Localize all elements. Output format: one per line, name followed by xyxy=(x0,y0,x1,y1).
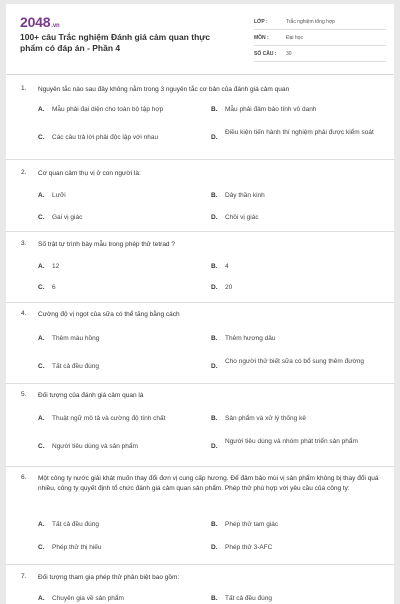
option-letter: B. xyxy=(211,595,218,602)
document-header xyxy=(6,4,394,70)
option-text: Mẫu phải đảm bảo tính vô danh xyxy=(225,106,317,113)
meta-row-count xyxy=(254,46,386,62)
option-letter: D. xyxy=(211,214,218,221)
meta-row-subject xyxy=(254,30,386,46)
meta-row-class xyxy=(254,14,386,30)
question-number: 5. xyxy=(21,391,27,398)
question-text: Cơ quan cảm thụ vị ở con người là: xyxy=(38,170,141,177)
option-text: Cho người thử biết sữa có bổ sung thêm đường xyxy=(225,358,365,365)
question-text: Đối tượng của đánh giá cảm quan là xyxy=(38,392,144,399)
question-item xyxy=(6,470,394,570)
option-text: Mẫu phải đại diện cho toàn bộ tập hợp xyxy=(52,106,164,113)
option-letter: B. xyxy=(211,415,218,422)
option-letter: A. xyxy=(38,595,45,602)
question-divider xyxy=(6,159,394,160)
site-logo[interactable] xyxy=(20,14,59,30)
option-letter: C. xyxy=(38,544,45,551)
question-number: 7. xyxy=(21,573,27,580)
option-letter: D. xyxy=(211,284,218,291)
option-letter: B. xyxy=(211,263,218,270)
meta-key: SỐ CÂU : xyxy=(254,50,277,57)
document-page xyxy=(6,4,394,604)
option-text: 6 xyxy=(52,284,56,291)
question-divider xyxy=(6,564,394,565)
question-item xyxy=(6,387,394,467)
option-letter: C. xyxy=(38,363,45,370)
option-text: Phép thử thị hiếu xyxy=(52,544,102,551)
option-text: Lưỡi xyxy=(52,192,66,199)
option-text: 20 xyxy=(225,284,233,291)
option-letter: D. xyxy=(211,544,218,551)
question-item xyxy=(6,306,394,386)
question-text: Nguyên tắc nào sau đây không nằm trong 3 nguyên tắc cơ bản của đánh giá cảm quan xyxy=(38,86,290,93)
option-letter: B. xyxy=(211,106,218,113)
option-text: Các câu trả lời phải độc lập với nhau xyxy=(52,134,159,141)
option-letter: B. xyxy=(211,521,218,528)
question-number: 4. xyxy=(21,310,27,317)
option-letter: A. xyxy=(38,415,45,422)
option-letter: A. xyxy=(38,192,45,199)
question-divider xyxy=(6,383,394,384)
option-letter: D. xyxy=(211,443,218,450)
option-text: Chuyên gia về sản phẩm xyxy=(52,595,124,602)
header-divider xyxy=(6,74,394,75)
question-divider xyxy=(6,302,394,303)
option-text: Tất cả đều đúng xyxy=(225,595,272,602)
question-number: 6. xyxy=(21,474,27,481)
question-text: Cường độ vị ngọt của sữa có thể tăng bằng cách xyxy=(38,311,180,318)
meta-value: Đại học xyxy=(286,34,303,41)
question-item xyxy=(6,164,394,236)
option-letter: D. xyxy=(211,363,218,370)
question-item xyxy=(6,236,394,308)
meta-key: LỚP : xyxy=(254,18,268,25)
option-letter: B. xyxy=(211,192,218,199)
document-title: 100+ câu Trắc nghiệm Đánh giá cảm quan thực phẩm có đáp án - Phần 4 xyxy=(20,32,211,53)
option-letter: A. xyxy=(38,335,45,342)
option-letter: A. xyxy=(38,521,45,528)
question-number: 2. xyxy=(21,169,27,176)
option-text: Người tiêu dùng và nhóm phát triển sản phẩm xyxy=(225,438,358,445)
question-divider xyxy=(6,466,394,467)
option-text: Thêm màu hồng xyxy=(52,335,100,342)
option-text: Thuật ngữ mô tả và cường độ tính chất xyxy=(52,415,166,422)
option-text: 4 xyxy=(225,263,229,270)
option-text: Người tiêu dùng và sản phẩm xyxy=(52,443,138,450)
meta-key: MÔN : xyxy=(254,34,269,41)
logo-text: 2048 xyxy=(20,14,51,30)
option-text: Tất cả đều đúng xyxy=(52,363,99,370)
question-number: 3. xyxy=(21,240,27,247)
option-text: Dây thần kinh xyxy=(225,192,265,199)
option-text: Tất cả đều đúng xyxy=(52,521,99,528)
option-letter: B. xyxy=(211,335,218,342)
option-text: 12 xyxy=(52,263,60,270)
meta-value: 30 xyxy=(286,50,292,57)
question-text: Một công ty nước giải khát muốn thay đổi đơn vị cung cấp hương. Để đảm bảo mùi vị sản phẩm không bị thay đổi quá nhiều, công ty quyết định tổ chức đánh giá cảm quan sản phẩm. Phép thử phù hợp với yêu cầu của công ty: xyxy=(38,475,379,492)
question-text: Số trật tự trình bày mẫu trong phép thử tetrad ? xyxy=(38,241,175,248)
logo-suffix: .vn xyxy=(51,23,60,29)
option-letter: A. xyxy=(38,263,45,270)
meta-value: Trắc nghiệm tổng hợp xyxy=(286,18,335,25)
option-letter: C. xyxy=(38,214,45,221)
option-letter: C. xyxy=(38,284,45,291)
option-text: Chồi vị giác xyxy=(225,214,259,221)
option-text: Thêm hương dâu xyxy=(225,335,276,342)
option-letter: C. xyxy=(38,134,45,141)
question-number: 1. xyxy=(21,85,27,92)
meta-box xyxy=(254,14,386,62)
question-text: Đối tượng tham gia phép thử phân biệt bao gồm: xyxy=(38,574,180,581)
option-text: Sản phẩm và xử lý thống kê xyxy=(225,415,306,422)
option-text: Gai vị giác xyxy=(52,214,83,221)
question-divider xyxy=(6,231,394,232)
option-text: Điều kiện tiến hành thí nghiệm phải được kiểm soát xyxy=(225,129,374,136)
question-item xyxy=(6,568,394,604)
option-letter: D. xyxy=(211,134,218,141)
option-letter: C. xyxy=(38,443,45,450)
question-item xyxy=(6,82,394,162)
option-text: Phép thử 3-AFC xyxy=(225,544,273,551)
option-text: Phép thử tam giác xyxy=(225,521,279,528)
option-letter: A. xyxy=(38,106,45,113)
